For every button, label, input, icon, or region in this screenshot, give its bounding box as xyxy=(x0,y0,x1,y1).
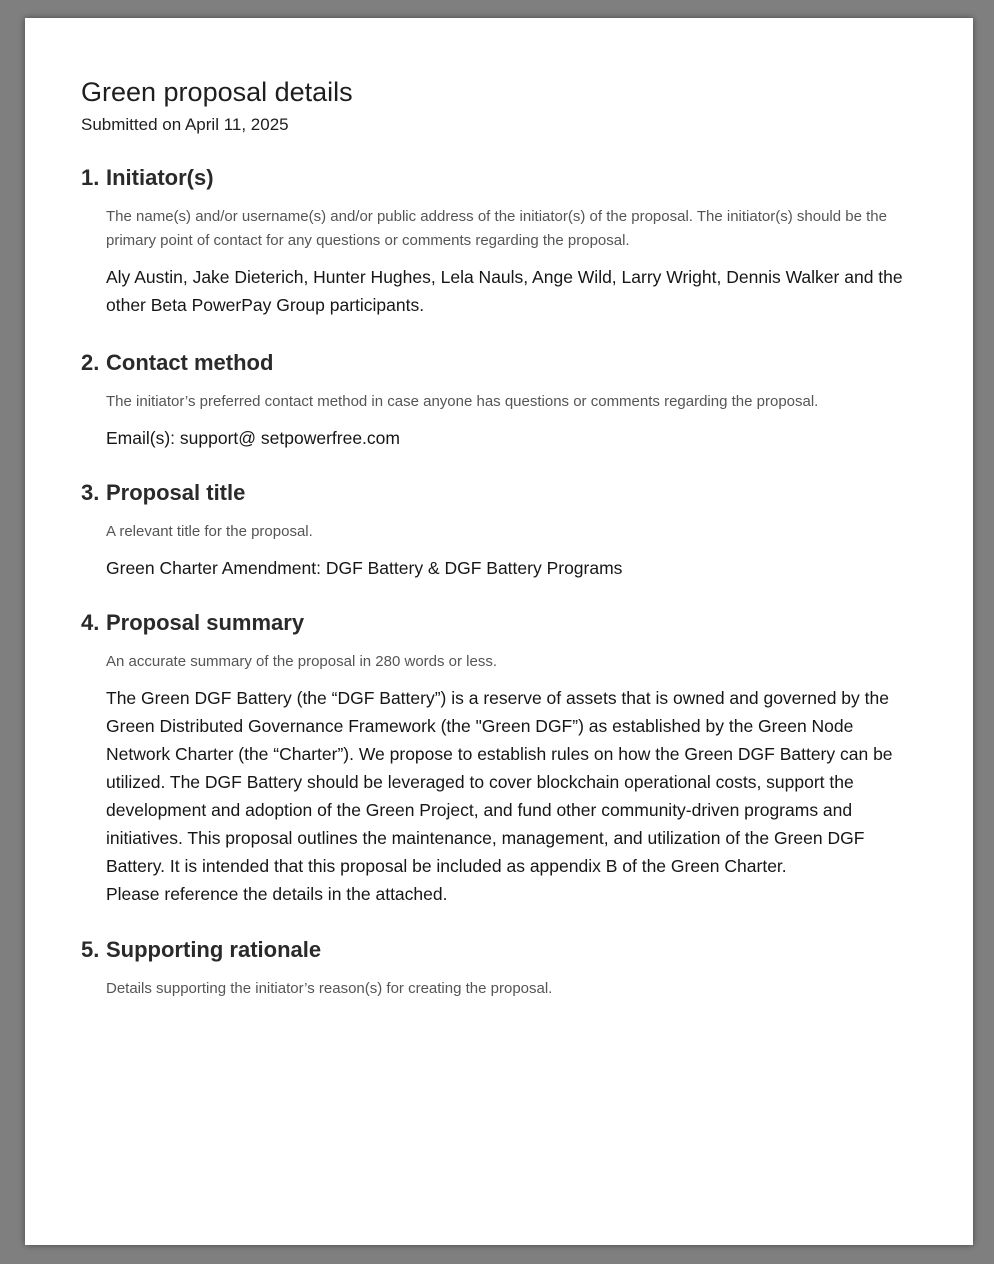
submission-date: Submitted on April 11, 2025 xyxy=(81,115,289,134)
section-description: A relevant title for the proposal. xyxy=(106,523,313,540)
section-description: Details supporting the initiator’s reason(s) for creating the proposal. xyxy=(106,980,553,997)
section-answer xyxy=(106,684,917,908)
section-title: Supporting rationale xyxy=(106,937,322,962)
section-title: Proposal summary xyxy=(106,610,305,635)
section-number: 5. xyxy=(81,937,100,962)
section-heading xyxy=(81,164,917,192)
section-heading xyxy=(81,479,917,507)
section-title: Proposal title xyxy=(106,480,246,505)
section-proposal-title xyxy=(81,479,917,582)
section-answer: Aly Austin, Jake Dieterich, Hunter Hughes, Lela Nauls, Ange Wild, Larry Wright, Dennis Walker and the other Beta PowerPay Group participants. xyxy=(106,267,903,315)
section-number: 1. xyxy=(81,165,100,190)
section-proposal-summary xyxy=(81,609,917,908)
section-number: 2. xyxy=(81,350,100,375)
document-page xyxy=(25,18,973,1245)
section-title: Contact method xyxy=(106,350,274,375)
document-title: Green proposal details xyxy=(81,77,353,107)
section-initiators xyxy=(81,164,917,319)
section-answer: Green Charter Amendment: DGF Battery & DGF Battery Programs xyxy=(106,558,623,578)
section-heading xyxy=(81,349,917,377)
section-description: An accurate summary of the proposal in 280 words or less. xyxy=(106,653,498,670)
section-answer: Email(s): support@ setpowerfree.com xyxy=(106,428,400,448)
section-contact-method xyxy=(81,349,917,452)
section-supporting-rationale xyxy=(81,936,917,1001)
section-heading xyxy=(81,609,917,637)
section-number: 3. xyxy=(81,480,100,505)
section-heading xyxy=(81,936,917,964)
section-description: The name(s) and/or username(s) and/or public address of the initiator(s) of the proposal. The initiator(s) should be the primary point of contact for any questions or comments regarding the proposal. xyxy=(106,208,887,249)
section-description: The initiator’s preferred contact method in case anyone has questions or comments regarding the proposal. xyxy=(106,393,819,410)
summary-reference-line: Please reference the details in the attached. xyxy=(106,884,448,904)
summary-paragraph: The Green DGF Battery (the “DGF Battery”) is a reserve of assets that is owned and governed by the Green Distributed Governance Framework (the "Green DGF”) as established by the Green Node Network Charter (the “Charter”). We propose to establish rules on how the Green DGF Battery can be utilized. The DGF Battery should be leveraged to cover blockchain operational costs, support the development and adoption of the Green Project, and fund other community-driven programs and initiatives. This proposal outlines the maintenance, management, and utilization of the Green DGF Battery. It is intended that this proposal be included as appendix B of the Green Charter. xyxy=(106,688,893,876)
section-title: Initiator(s) xyxy=(106,165,214,190)
section-number: 4. xyxy=(81,610,100,635)
